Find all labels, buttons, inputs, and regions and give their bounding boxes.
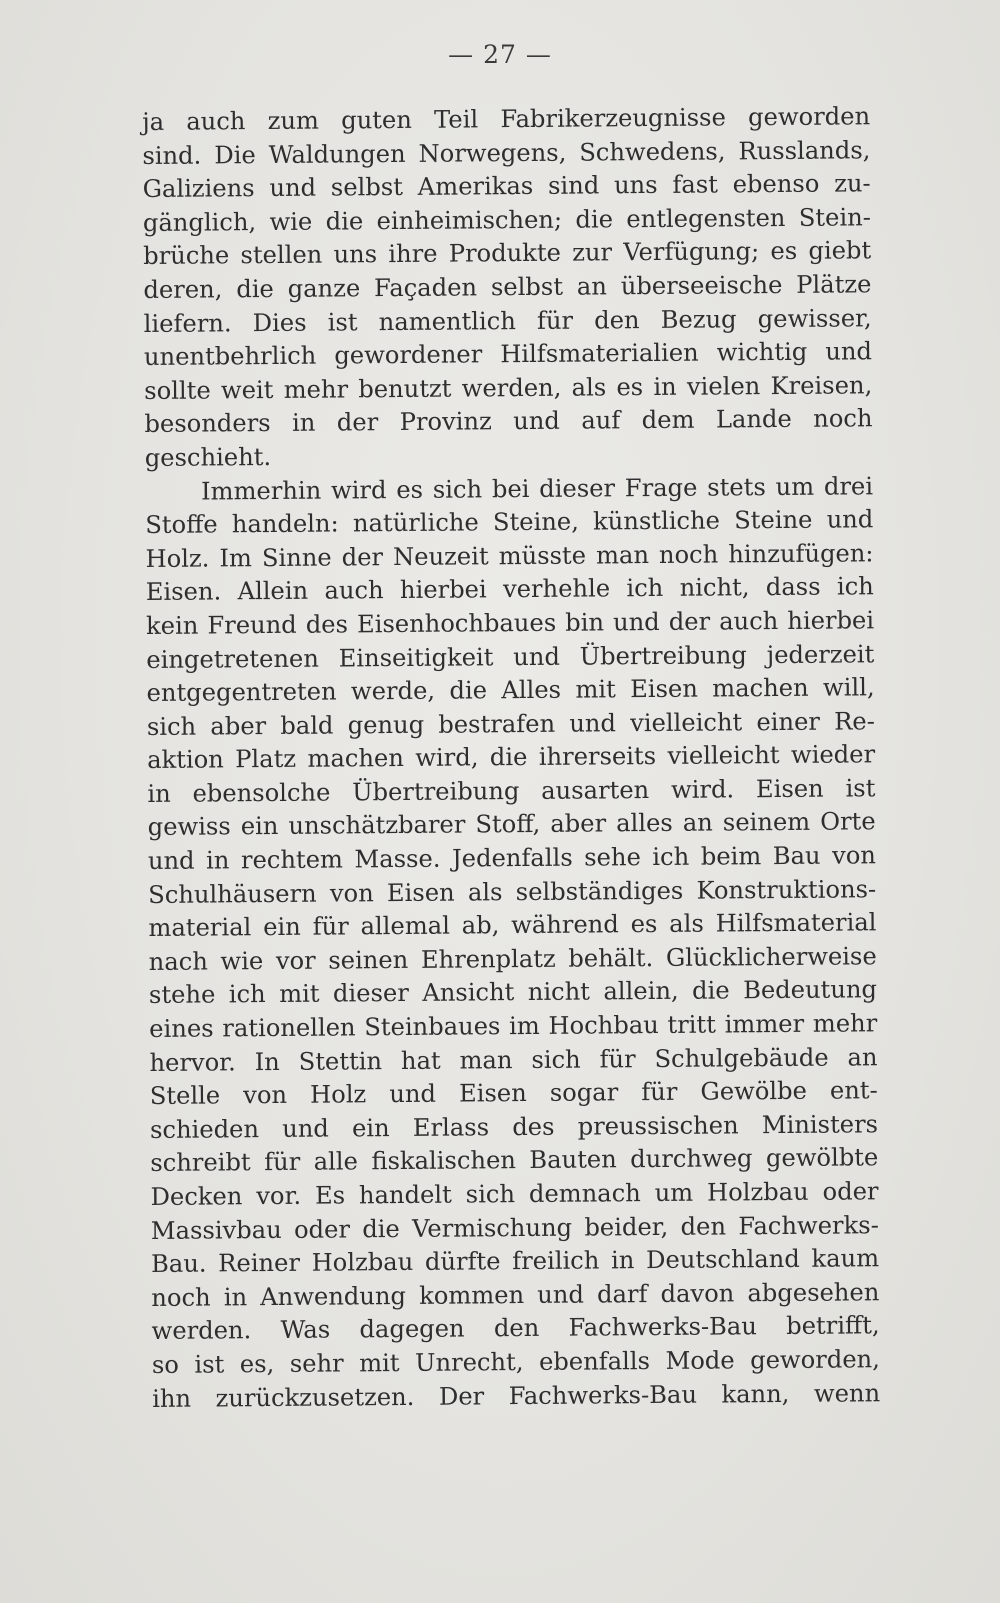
- text-line: eines rationellen Steinbaues im Hochbau tritt immer mehr: [149, 1009, 878, 1044]
- text-line: gänglich, wie die einheimischen; die entlegensten Stein-: [142, 203, 872, 237]
- text-line: in ebensolche Übertreibung ausarten wird. Eisen ist: [147, 774, 876, 808]
- paragraph: [142, 100, 873, 475]
- text-line: gewiss ein unschätzbarer Stoff, aber alles an seinem Orte: [147, 807, 876, 842]
- text-line: Stoffe handeln: natürliche Steine, künstliche Steine und: [145, 505, 874, 540]
- text-line: werden. Was dagegen den Fachwerks-Bau betrifft,: [151, 1311, 880, 1346]
- text-line: Massivbau oder die Vermischung beider, den Fachwerks-: [150, 1210, 879, 1245]
- text-line: und in rechtem Masse. Jedenfalls sehe ich beim Bau von: [147, 841, 877, 876]
- text-line: sich aber bald genug bestrafen und vielleicht einer Re-: [146, 706, 875, 741]
- text-line: eingetretenen Einseitigkeit und Übertreibung jederzeit: [146, 639, 875, 674]
- text-line: Holz. Im Sinne der Neuzeit müsste man noch hinzufügen:: [145, 538, 874, 573]
- text-line: hervor. In Stettin hat man sich für Schulgebäude an: [149, 1042, 878, 1077]
- body-text: [142, 100, 880, 1416]
- text-line: schieden und ein Erlass des preussischen Ministers: [149, 1110, 879, 1144]
- text-line: material ein für allemal ab, während es als Hilfsmaterial: [148, 908, 877, 943]
- text-line: so ist es, sehr mit Unrecht, ebenfalls Mode geworden,: [151, 1345, 880, 1379]
- text-line: ja auch zum guten Teil Fabrikerzeugnisse geworden: [142, 102, 871, 136]
- text-line: sind. Die Waldungen Norwegens, Schwedens, Russlands,: [142, 135, 871, 170]
- text-line: noch in Anwendung kommen und darf davon abgesehen: [151, 1278, 880, 1312]
- text-line: geschieht.: [144, 442, 272, 472]
- text-line: stehe ich mit dieser Ansicht nicht allein, die Bedeutung: [148, 975, 878, 1010]
- text-line: sollte weit mehr benutzt werden, als es in vielen Kreisen,: [144, 371, 873, 405]
- page-number: — 27 —: [448, 40, 552, 69]
- text-line: Eisen. Allein auch hierbei verhehle ich nicht, dass ich: [145, 572, 874, 607]
- text-line: kein Freund des Eisenhochbaues bin und der auch hierbei: [145, 606, 875, 640]
- text-line: aktion Platz machen wird, die ihrerseits vielleicht wieder: [147, 740, 876, 775]
- text-line: Galiziens und selbst Amerikas sind uns fast ebenso zu-: [142, 169, 871, 204]
- text-line: Decken vor. Es handelt sich demnach um Holzbau oder: [150, 1177, 879, 1211]
- text-line: Schulhäusern von Eisen als selbständiges Konstruktions-: [148, 874, 877, 909]
- text-line: unentbehrlich gewordener Hilfsmaterialien wichtig und: [143, 337, 873, 372]
- paragraph: [145, 470, 880, 1416]
- text-line: brüche stellen uns ihre Produkte zur Verfügung; es giebt: [143, 236, 872, 271]
- text-line: Bau. Reiner Holzbau dürfte freilich in Deutschland kaum: [150, 1244, 880, 1279]
- text-line: Stelle von Holz und Eisen sogar für Gewölbe ent-: [149, 1076, 878, 1111]
- text-line: besonders in der Provinz und auf dem Lande noch: [144, 404, 873, 439]
- text-line: liefern. Dies ist namentlich für den Bezug gewisser,: [143, 303, 872, 338]
- text-line: deren, die ganze Façaden selbst an überseeische Plätze: [143, 270, 872, 304]
- text-line: ihn zurückzusetzen. Der Fachwerks-Bau kann, wenn: [152, 1378, 881, 1413]
- text-line: entgegentreten werde, die Alles mit Eisen machen will,: [146, 673, 875, 708]
- text-line: nach wie vor seinen Ehrenplatz behält. Glücklicherweise: [148, 942, 877, 976]
- text-line: Immerhin wird es sich bei dieser Frage stets um drei: [200, 471, 874, 506]
- text-line: schreibt für alle fiskalischen Bauten durchweg gewölbte: [150, 1143, 879, 1178]
